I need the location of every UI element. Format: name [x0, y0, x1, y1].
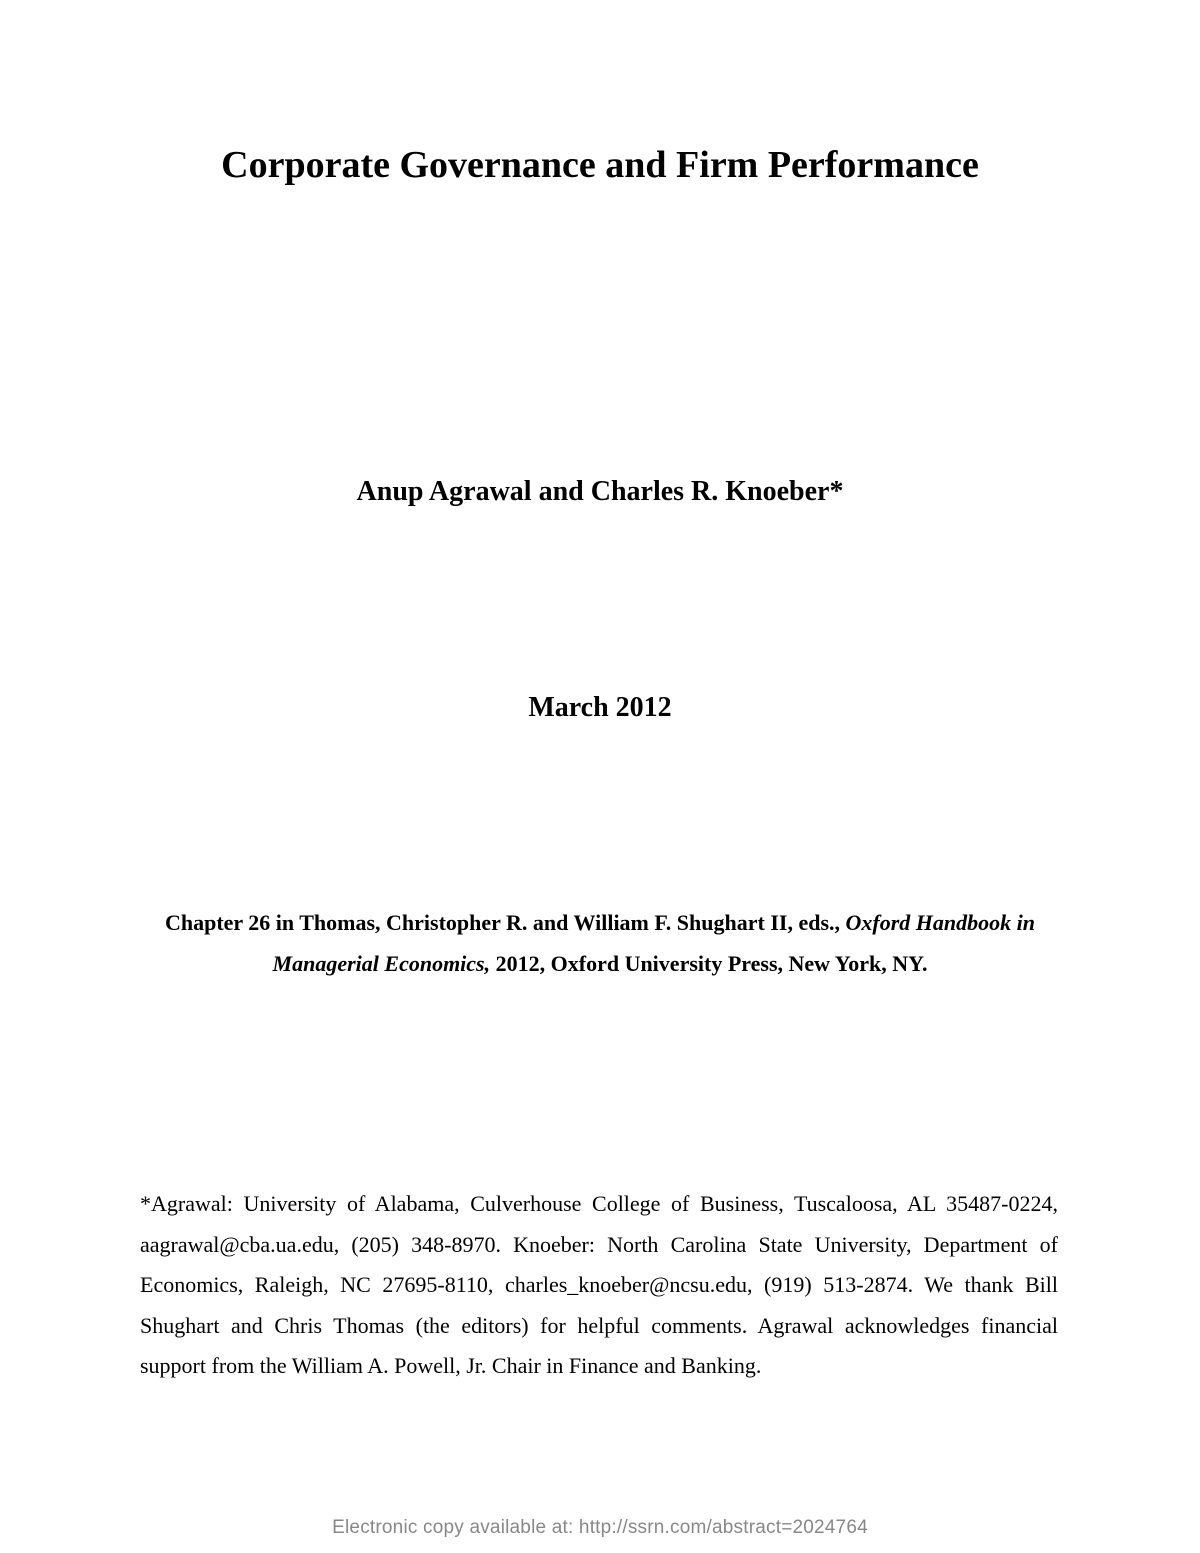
citation-book-title: Oxford Handbook in Managerial Economics, [272, 910, 1035, 976]
paper-authors: Anup Agrawal and Charles R. Knoeber* [356, 476, 844, 507]
ssrn-notice[interactable]: Electronic copy available at: http://ssrn.com/abstract=2024764 [332, 1517, 868, 1538]
publication-citation [140, 902, 1060, 984]
citation-prefix: Chapter 26 in Thomas, Christopher R. and William F. Shughart II, eds., [164, 910, 846, 935]
paper-title: Corporate Governance and Firm Performance [221, 144, 979, 186]
author-footnote: *Agrawal: University of Alabama, Culverhouse College of Business, Tuscaloosa, AL 35487-0224, aagrawal@cba.ua.edu, (205) 348-8970. Knoeber: North Carolina State University, Department of Economics, Raleigh, NC 27695-8110, charles_knoeber@ncsu.edu, (919) 513-2874. We thank Bill Shughart and Chris Thomas (the editors) for helpful comments. Agrawal acknowledges financial support from the William A. Powell, Jr. Chair in Finance and Banking. [140, 1191, 1058, 1378]
paper-date: March 2012 [528, 692, 672, 723]
citation-suffix: 2012, Oxford University Press, New York, NY. [490, 951, 928, 976]
